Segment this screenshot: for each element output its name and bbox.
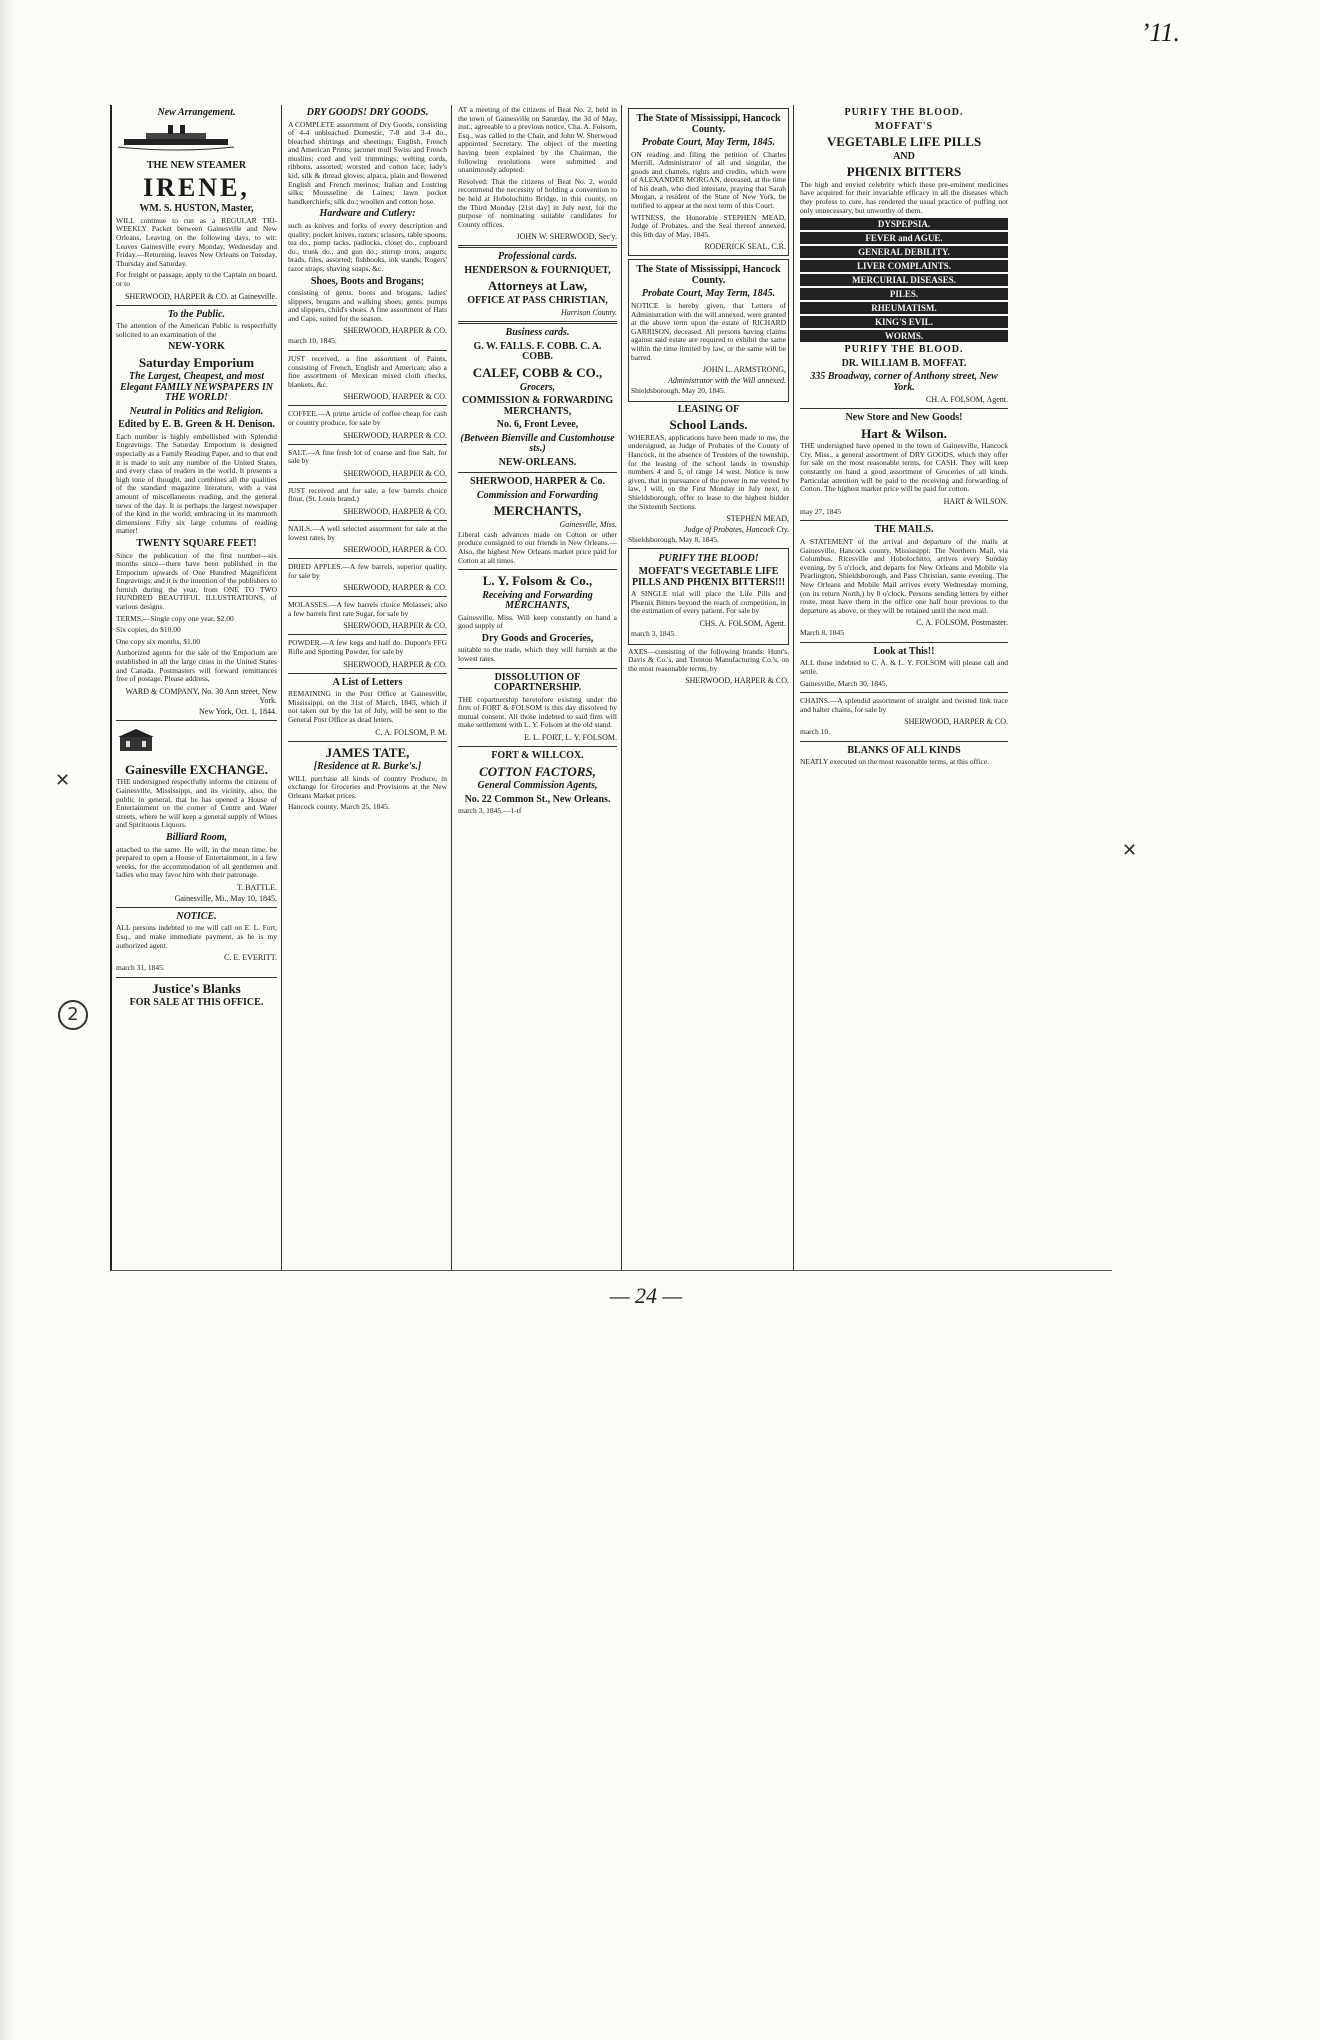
ward-company: WARD & COMPANY, No. 30 Ann street, New York. — [125, 686, 277, 705]
hart-wilson-body: THE undersigned have opened in the town of Gainesville, Hancock Cty. Miss., a general assortment of DRY GOODS, which they offer for sale on the most reasonable terms, for CASH. They will keep constantly on hand a good assortment of Groceries of all kinds. Particular attention will be paid to the receiving and forwarding of Cotton. The highest market price will be paid for cotton. — [800, 441, 1008, 494]
tate-heading: JAMES TATE, — [325, 744, 410, 760]
emporium-agents: Authorized agents for the sale of the Emporium are established in all the large cities in the United States and Canada. Postmasters will forward remittances free of postage. Please address, — [116, 648, 277, 684]
ad-6-body: NAILS.—A well selected assortment for sale at the lowest rates, by — [288, 523, 447, 542]
ad-5-body: JUST received and for sale, a few barrels choice flour, (St. Louis brand.) — [288, 485, 447, 504]
cotton-factors: COTTON FACTORS, — [479, 763, 596, 779]
state-heading-2: The State of Mississippi, Hancock County. — [636, 264, 781, 286]
leasing-heading: LEASING OF — [677, 403, 740, 415]
purify-heading: PURIFY THE BLOOD! — [658, 552, 759, 564]
everitt-signature: C. E. EVERITT. — [224, 953, 277, 963]
probate-body-2: NOTICE is hereby given, that Letters of Administration with the will annexed, were granted at the above term upon the estate of RICHARD GARRISON, deceased. All persons having claims against said estate are required to exhibit the same within the time limited by law, or the same will be barred. — [631, 300, 786, 362]
dry-goods-body: A COMPLETE assortment of Dry Goods, consisting of 4-4 unbleached Domestic, 7-8 and 3-4 do., bleached shirtings and sheetings; English, French and American Prints; jaconet mull Swiss and French muslins; cord and veil trimmings; welting cords, ribbons, assorted; worsted and cotton lace; lady's kid, silk & thread gloves; alpaca, plain and flowered English and French merinos; Italian and Lustring silks; Mousseline de Laines; lawn pocket handkerchiefs; silk do.; woollen and cotton hose. — [288, 119, 447, 206]
moffat-body: A SINGLE trial will place the Life Pills and Phœnix Bitters beyond the reach of competition, in the estimation of every patient. For sale by — [631, 589, 786, 616]
emporium-editors: Edited by E. B. Green & H. Denison. — [118, 419, 275, 431]
chains-date: march 10. — [800, 727, 830, 737]
front-levee: No. 6, Front Levee, — [496, 419, 579, 431]
purify-blood-heading-2: PURIFY THE BLOOD. — [844, 344, 964, 356]
blanks-heading: BLANKS OF ALL KINDS — [847, 744, 961, 756]
ad-1-signature: SHERWOOD, HARPER & CO. — [343, 326, 447, 336]
steamer-body: WILL continue to run as a REGULAR TRI-WEEKLY Packet between Gainesville and New Orleans, Leaving on the following days, to wit: Leaves Gainesville every Monday, Wednesday and Friday.—Returning, leaves New Orleans on Tuesday, Thursday and Saturday. — [116, 215, 277, 268]
law-firm: HENDERSON & FOURNIQUET, — [464, 264, 611, 276]
emporium-since: Since the publication of the first number—six months since—there have been published in the Emporium upwards of One Hundred Magnificent Engravings, and it is the intention of the publishers to furnish during the year, from ONE TO TWO HUNDRED BEAUTIFUL ILLUSTRATIONS, of various designs. — [116, 550, 277, 612]
sherwood-subheading: Commission and Forwarding — [476, 489, 599, 501]
tate-date: Hancock county, March 25, 1845. — [288, 802, 390, 812]
new-orleans: NEW-ORLEANS. — [498, 456, 577, 468]
and-label: AND — [893, 150, 915, 162]
everitt-date: march 31, 1845. — [116, 963, 165, 973]
school-lands-heading: School Lands. — [669, 417, 748, 433]
twenty-square-feet: TWENTY SQUARE FEET! — [136, 538, 257, 549]
armstrong-date: Shieldsborough, May 20, 1845. — [631, 386, 726, 396]
commission-agents: General Commission Agents, — [477, 780, 598, 792]
common-date: march 3, 1845.—1-tf — [458, 806, 522, 816]
justice-blanks-sub: FOR SALE AT THIS OFFICE. — [129, 997, 264, 1009]
ad-6-signature: SHERWOOD, HARPER & CO. — [343, 545, 447, 555]
ad-2-body: JUST received, a fine assortment of Paints, consisting of French, English and American; also a fine assortment of Mexican mixed cloth checks, blankets, &c. — [288, 353, 447, 389]
newspaper-page — [110, 105, 1112, 1271]
column-1 — [112, 105, 282, 1270]
liver-complaints-label: LIVER COMPLAINTS. — [800, 260, 1008, 272]
fever-ague-label: FEVER and AGUE. — [800, 232, 1008, 244]
moffat-doctor: DR. WILLIAM B. MOFFAT. — [841, 357, 967, 369]
emporium-terms-2: Six copies, do $10.00 — [116, 625, 181, 635]
moffats-label: MOFFAT'S — [874, 120, 934, 132]
mails-postmaster: C. A. FOLSOM, Postmaster. — [916, 618, 1008, 628]
worms-label: WORMS. — [800, 330, 1008, 342]
look-body: ALL those indebted to C. A. & L. Y. FOLSOM will please call and settle. — [800, 658, 1008, 676]
dyspepsia-label: DYSPEPSIA. — [800, 218, 1008, 230]
chains-body: CHAINS.—A splendid assortment of straight and twisted link trace and halter chains, for sale by — [800, 696, 1008, 714]
exchange-building-cut — [116, 727, 156, 753]
column-3 — [454, 105, 622, 1270]
column-5 — [796, 105, 1012, 1270]
shoes-heading: Shoes, Boots and Brogans; — [310, 275, 425, 287]
chains-signature: SHERWOOD, HARPER & CO. — [904, 717, 1008, 727]
moffat-agent: CHS. A. FOLSOM, Agent. — [699, 619, 786, 629]
dissolution-heading: DISSOLUTION OF COPARTNERSHIP. — [493, 671, 582, 694]
moffat-description: The high and envied celebrity which these pre-eminent medicines have acquired for their invariable efficacy in all the diseases which they profess to cure, has rendered the usual practice of puffing not only unnecessary, but unworthy of them. — [800, 179, 1008, 215]
tate-body: WILL purchase all kinds of country Produce, in exchange for Groceries and Provisions at the New Orleans Market prices. — [288, 773, 447, 800]
axes-body: AXES—consisting of the following brands: Hunt's, Davis & Co.'s, and Trenton Manufacturing Co.'s, on the most reasonable terms, by — [628, 646, 789, 673]
new-york-label: NEW-YORK — [168, 341, 225, 353]
ward-date: New York, Oct. 1, 1844. — [199, 706, 277, 716]
column-4 — [624, 105, 794, 1270]
emporium-neutral: Neutral in Politics and Religion. — [129, 405, 264, 417]
ad-2-signature: SHERWOOD, HARPER & CO. — [343, 392, 447, 402]
emporium-title: Saturday Emporium — [138, 354, 255, 370]
state-heading-1: The State of Mississippi, Hancock County. — [636, 113, 781, 135]
ad-7-body: DRIED APPLES.—A few barrels, superior quality, for sale by — [288, 562, 447, 580]
letters-postmaster: C. A. FOLSOM, P. M. — [375, 727, 447, 737]
mead-date: Shieldsborough, May 8, 1845. — [628, 535, 719, 545]
professional-cards-heading: Professional cards. — [498, 251, 577, 263]
meeting-resolution: Resolved: That the citizens of Beat No. 2, would recommend the necessity of holding a convention to be held at Hobolochitto Bridge, in this county, on the Third Monday [21st day] in July next, for the purpose of nominating suitable candidates for County offices. — [458, 176, 617, 229]
folsom-heading: L. Y. Folsom & Co., — [482, 573, 593, 589]
kings-evil-label: KING'S EVIL. — [800, 316, 1008, 328]
dry-goods-heading: DRY GOODS! DRY GOODS. — [306, 107, 429, 118]
ad-3-body: COFFEE.—A prime article of coffee cheap for cash or country produce, for sale by — [288, 409, 447, 427]
vegetable-life-pills: VEGETABLE LIFE PILLS — [826, 134, 982, 149]
rheumatism-label: RHEUMATISM. — [800, 302, 1008, 314]
piles-label: PILES. — [800, 288, 1008, 300]
phoenix-bitters: PHŒNIX BITTERS — [846, 164, 962, 180]
ad-5-signature: SHERWOOD, HARPER & CO. — [343, 506, 447, 516]
general-debility-label: GENERAL DEBILITY. — [800, 246, 1008, 258]
school-lands-body: WHEREAS, applications have been made to me, the undersigned, as Judge of Probates of the County of Hancock, in the absence of Trustees of the township, for the leasing of the school lands in township numbers 4 and 5, of range 14 west. Notice is now given, that in pursuance of the power in me vested by law, I will, on the First Monday in July next, in Shieldsborough, offer to lease to the highest bidder the Sixteenth Sections. — [628, 432, 789, 511]
mails-heading: THE MAILS. — [874, 524, 934, 536]
mead-signature: STEPHEN MEAD, — [726, 514, 789, 524]
letters-body: REMAINING in the Post Office at Gainesville, Mississippi, on the 31st of March, 1845, which if not taken out by the 1st of July, will be sent to the General Post Office as dead letters. — [288, 689, 447, 724]
exchange-body: THE undersigned respectfully informs the citizens of Gainesville, Mississippi, and its vicinity, also, the public in general, that he has opened a House of Entertainment on the corner of Centre and Water streets, where he will keep a general supply of Wines and Spirituous Liquors. — [116, 777, 277, 830]
column-2 — [284, 105, 452, 1270]
common-street: No. 22 Common St., New Orleans. — [464, 793, 611, 805]
ad-9-body: POWDER.—A few kegs and half do. Dupont's FFG Rifle and Sporting Powder, for sale by — [288, 638, 447, 657]
ad-4-body: SALT.—A fine fresh lot of coarse and fine Salt, for sale by — [288, 447, 447, 466]
exchange-title: Gainesville EXCHANGE. — [124, 761, 268, 777]
mercurial-diseases-label: MERCURIAL DISEASES. — [800, 274, 1008, 286]
arrangement-heading: New Arrangement. — [157, 107, 236, 118]
hart-wilson-signature: HART & WILSON. — [943, 496, 1008, 506]
steamer-freight: For freight or passage, apply to the Captain on board, or to — [116, 270, 277, 288]
page-mark: ʼ11. — [1140, 18, 1180, 47]
hardware-heading: Hardware and Cutlery: — [319, 208, 416, 220]
armstrong-title: Administrator with the Will annexed. — [668, 376, 786, 386]
meeting-secretary: JOHN W. SHERWOOD, Sec'y. — [516, 232, 617, 242]
blanks-body: NEATLY executed on the most reasonable terms, at this office. — [800, 757, 989, 767]
look-heading: Look at This!! — [873, 645, 935, 657]
harrison-county: Harrison County. — [560, 308, 617, 318]
margin-cross-mark-right: ✕ — [1122, 840, 1138, 861]
public-heading: To the Public. — [167, 308, 226, 320]
ad-8-body: MOLASSES.—A few barrels choice Molasses; also a few barrels first rate Sugar, for sale by — [288, 600, 447, 618]
billiard-heading: Billiard Room, — [165, 832, 228, 844]
dry-goods-groceries-body: suitable to the trade, which they will furnish at the lowest rates. — [458, 645, 617, 664]
mails-body: A STATEMENT of the arrival and departure of the mails at Gainesville, Hancock county, Mississippi: The Northern Mail, via Columbus, Ricesville and Hobolochitto, arrives every Sunday evening, by 5 o'clock, and departs for New Orleans and Mobile via Pearlington, Shieldsborough, and Pass Christian, same evening. The New Orleans and Mobile Mail arrives every Wednesday morning, (on its return North,) by 8 o'clock. Persons sending letters by either route, must have them in the office one half hour previous to the departure as above, or they will be retained until the next mail. — [800, 536, 1008, 615]
probate-body-1: ON reading and filing the petition of Charles Merrill, Administrator of all and singular, the goods and chattels, rights and credits, which were of ALEXANDER MORGAN, deceased, at the time of his death, who died intestate, praying that Sarah Morgan, a resident of the State of New York, be notified to appear at the next term of this Court. — [631, 149, 786, 211]
dry-goods-groceries: Dry Goods and Groceries, — [481, 632, 594, 644]
business-cards-heading: Business cards. — [505, 327, 570, 339]
billiard-body: attached to the same. He will, in the mean time, be prepared to open a House of Entertainment, in a few weeks, for the accommodation of all gentlemen and ladies who may favor him with their patronage. — [116, 844, 277, 880]
moffat-date: march 3, 1845. — [631, 629, 676, 639]
between-streets: (Between Bienville and Customhouse sts.) — [460, 432, 615, 455]
hart-wilson-date: may 27, 1845 — [800, 506, 842, 516]
emporium-terms-3: One copy six months, $1.00 — [116, 636, 201, 646]
armstrong-signature: JOHN L. ARMSTRONG, — [702, 365, 786, 375]
grocer-firm: CALEF, COBB & CO., — [472, 364, 603, 380]
battle-signature: T. BATTLE. — [236, 882, 277, 892]
grocer-partners: G. W. FALLS. F. COBB. C. A. COBB. — [473, 340, 602, 363]
ad-7-signature: SHERWOOD, HARPER & CO. — [343, 583, 447, 593]
moffat-address: 335 Broadway, corner of Anthony street, New York. — [810, 371, 998, 393]
folsom-subheading: Receiving and Forwarding MERCHANTS, — [482, 589, 593, 612]
ad-3-signature: SHERWOOD, HARPER & CO. — [343, 430, 447, 440]
letters-heading: A List of Letters — [332, 676, 403, 688]
notice-heading: NOTICE. — [176, 910, 217, 922]
probate-clerk: RODERICK SEAL, C.R. — [704, 242, 786, 252]
public-body: The attention of the American Public is respectfully solicited to an examination of the — [116, 321, 277, 339]
notice-body: ALL persons indebted to me will call on E. L. Fort, Esq., and make immediate payment, as he is my authorized agent. — [116, 923, 277, 950]
commission-label: COMMISSION & FORWARDING MERCHANTS, — [461, 395, 614, 417]
attorneys-heading: Attorneys at Law, — [487, 278, 588, 294]
folsom-agent: CH. A. FOLSOM, Agent. — [925, 395, 1008, 405]
scan-edge — [0, 0, 14, 2040]
mails-date: March 8, 1845 — [800, 628, 844, 638]
margin-cross-mark: ✕ — [55, 770, 71, 791]
steamer-name: IRENE, — [143, 173, 250, 202]
steamboat-cut — [116, 125, 236, 151]
justice-blanks: Justice's Blanks — [152, 980, 241, 996]
purify-blood-heading: PURIFY THE BLOOD. — [844, 107, 964, 118]
steamer-master: WM. S. HUSTON, Master, — [139, 203, 254, 215]
emporium-subtitle: The Largest, Cheapest, and most Elegant FAMILY NEWSPAPERS IN THE WORLD! — [120, 371, 273, 404]
new-store-heading: New Store and New Goods! — [845, 412, 963, 424]
emporium-terms: TERMS,—Single copy one year, $2.00 — [116, 613, 234, 623]
shoes-body: consisting of gents. boots and brogans, ladies' slippers, brogans and walking shoes; gents. pumps and slippers, child's shoes. A fine assortment of Hats and Caps, suited for the season. — [288, 288, 447, 323]
mead-title: Judge of Probates, Hancock Cty. — [683, 525, 789, 535]
probate-term-1: Probate Court, May Term, 1845. — [641, 137, 776, 148]
hardware-body: such as knives and forks of every description and quality; pocket knives, razors; scissors, table spoons, tea do., pump tacks, padlocks, closet do., cupboard do., trunk do., and gun do.; stirrup irons, augurs; brads, files, assorted; fishhooks, ink stands; Rogers' razor straps, shaving soaps, &c. — [288, 220, 447, 273]
page-folio: — 24 — — [610, 1283, 683, 1308]
ad-1-date: march 10, 1845. — [288, 336, 337, 346]
circled-number: 2 — [58, 1000, 88, 1030]
meeting-body: AT a meeting of the citizens of Beat No. 2, held in the town of Gainesville on Saturday, the 3d of May, inst., agreeable to a previous notice, Cha. A. Folsom, Esq., was called to the Chair, and John W. Sherwood appointed Secretary. The object of the meeting having been explained by the Chairman, the following resolutions were submitted and unanimously adopted: — [458, 105, 617, 175]
ad-9-signature: SHERWOOD, HARPER & CO. — [343, 659, 447, 669]
battle-date: Gainesville, Mi., May 10, 1845. — [174, 893, 277, 903]
fort-willcox: FORT & WILLCOX. — [491, 750, 584, 761]
ad-8-signature: SHERWOOD, HARPER & CO. — [343, 621, 447, 631]
steamer-caption: THE NEW STEAMER — [146, 159, 247, 171]
emporium-body: Each number is highly embellished with Splendid Engravings. The Saturday Emporium is designed especially as a Family Reading Paper, and to that end it is made to suit any number of the United States, and every class of readers in the world. It presents a high tone of thought, and combines all the qualities of the standard magazine literature, with a vast amount of miscellaneous reading, and the general news of the day. It is perhaps the largest newspaper of the kind in the world; embracing in its mammoth dimensions Fifty six large columns of reading matter! — [116, 431, 277, 536]
grocers-label: Grocers, — [519, 381, 556, 393]
probate-witness: WITNESS, the Honorable STEPHEN MEAD, Judge of Probates, and the Seal thereof annexed, this 6th day of May, 1845. — [631, 212, 786, 239]
dissolution-signature: E. L. FORT, L. Y. FOLSOM. — [524, 733, 617, 742]
folsom-body: Gainesville, Miss. Will keep constantly on hand a good supply of — [458, 612, 617, 631]
hart-wilson-heading: Hart & Wilson. — [861, 425, 947, 441]
dissolution-body: THE copartnership heretofore existing under the firm of FORT & FOLSOM is this day dissolved by mutual consent. All those indebted to said firm will make settlement with L. Y. Folsom at the old stand. — [458, 694, 617, 730]
merchants-label: MERCHANTS, — [493, 503, 582, 519]
probate-term-2: Probate Court, May Term, 1845. — [641, 288, 776, 300]
tate-residence: [Residence at R. Burke's.] — [313, 761, 422, 773]
sherwood-body: Liberal cash advances made on Cotton or other produce consigned to our friends in New Orleans.—Also, the highest New Orleans market price paid for Cotton at all times. — [458, 529, 617, 565]
moffat-heading: MOFFAT'S VEGETABLE LIFE PILLS AND PHŒNIX BITTERS!!! — [631, 566, 786, 588]
sherwood-heading: SHERWOOD, HARPER & Co. — [470, 476, 605, 488]
axes-signature: SHERWOOD, HARPER & CO. — [685, 676, 789, 686]
pass-christian: OFFICE AT PASS CHRISTIAN, — [467, 294, 608, 306]
ad-4-signature: SHERWOOD, HARPER & CO. — [343, 468, 447, 478]
look-date: Gainesville, March 30, 1845. — [800, 678, 888, 688]
steamer-signature: SHERWOOD, HARPER & CO. at Gainesville. — [125, 291, 277, 301]
gainesville-label: Gainesville, Miss. — [559, 519, 617, 529]
